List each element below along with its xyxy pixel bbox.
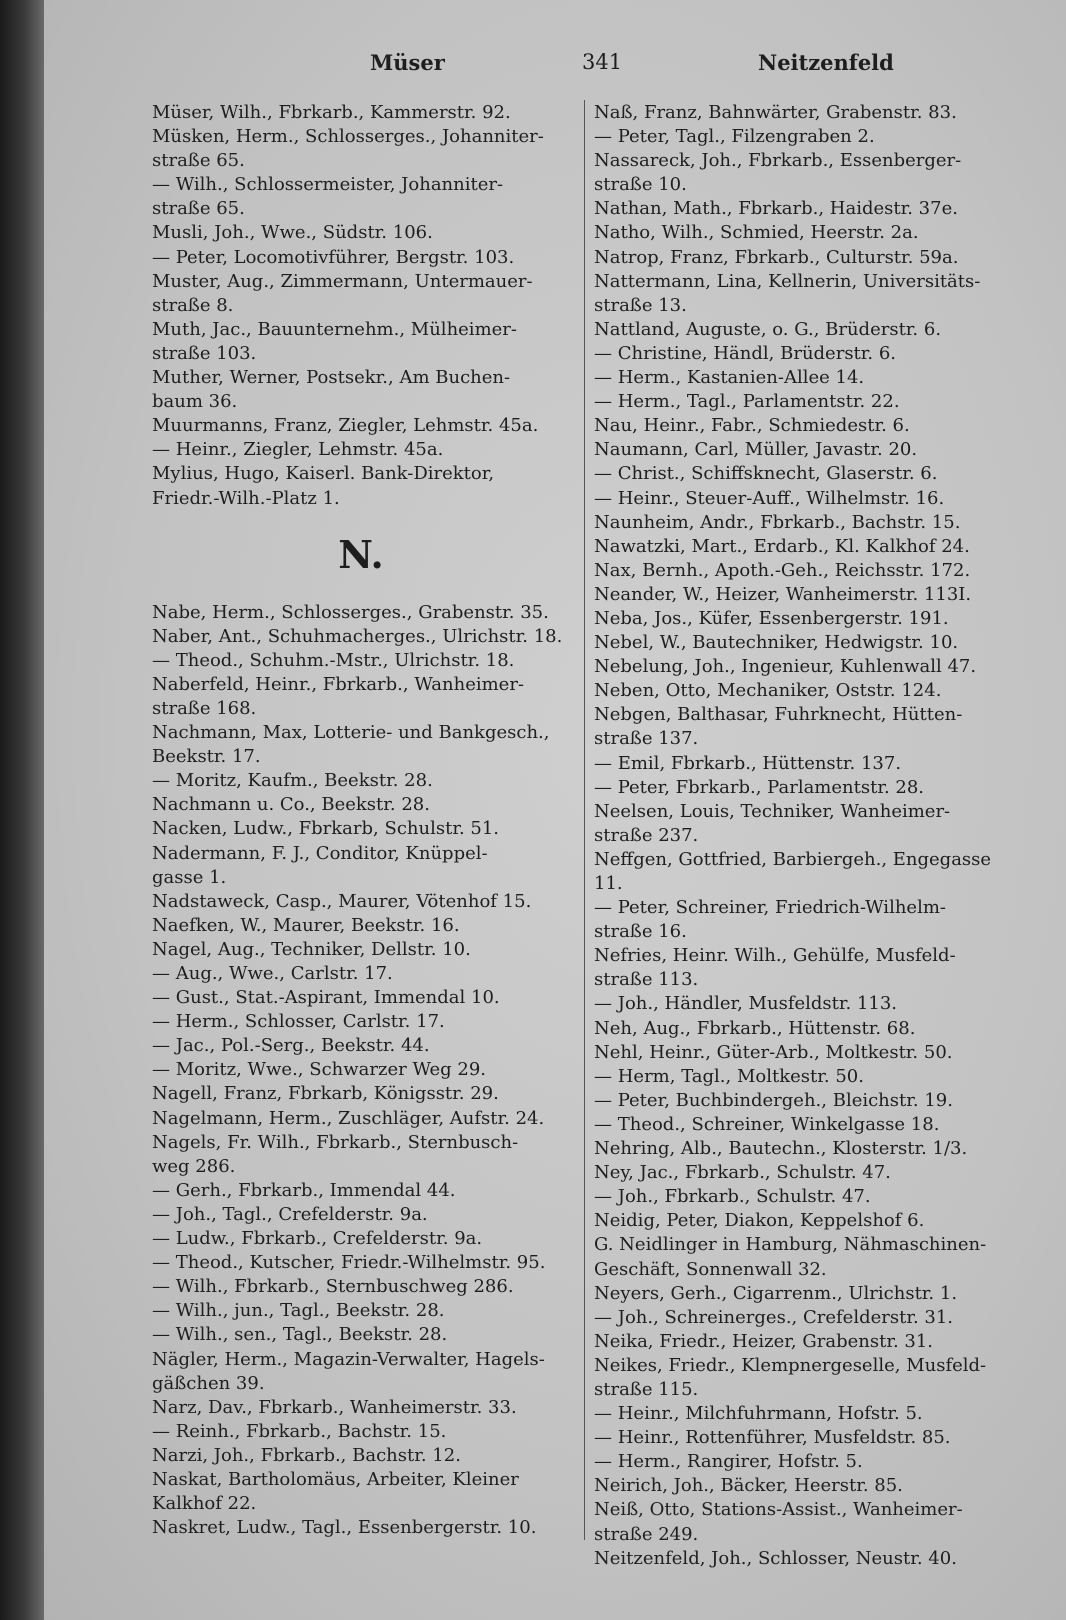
directory-line: Nabe, Herm., Schlosserges., Grabenstr. 35.: [152, 601, 549, 623]
directory-line: Nadermann, F. J., Conditor, Knüppel-: [152, 842, 488, 864]
directory-line: straße 16.: [594, 921, 687, 943]
directory-line: — Christine, Händl, Brüderstr. 6.: [594, 342, 897, 364]
directory-line: straße 65.: [152, 198, 245, 220]
directory-line: Muurmanns, Franz, Ziegler, Lehmstr. 45a.: [152, 415, 539, 437]
directory-line: baum 36.: [152, 391, 238, 413]
left-entries-m: [152, 101, 570, 511]
directory-line: Neander, W., Heizer, Wanheimerstr. 113I.: [594, 583, 972, 605]
directory-line: weg 286.: [152, 1155, 236, 1177]
directory-line: — Peter, Locomotivführer, Bergstr. 103.: [152, 246, 515, 268]
directory-line: Naskat, Bartholomäus, Arbeiter, Kleiner: [152, 1468, 519, 1490]
section-letter-n: N.: [338, 531, 384, 577]
directory-line: Nax, Bernh., Apoth.-Geh., Reichsstr. 172.: [594, 559, 971, 581]
directory-line: — Heinr., Ziegler, Lehmstr. 45a.: [152, 439, 444, 461]
directory-line: — Herm., Schlosser, Carlstr. 17.: [152, 1011, 445, 1033]
directory-line: — Herm., Kastanien-Allee 14.: [594, 367, 865, 389]
directory-line: Nagelmann, Herm., Zuschläger, Aufstr. 24.: [152, 1107, 545, 1129]
directory-line: — Heinr., Milchfuhrmann, Hofstr. 5.: [594, 1403, 923, 1425]
directory-line: Nagell, Franz, Fbrkarb, Königsstr. 29.: [152, 1083, 499, 1105]
directory-line: — Joh., Tagl., Crefelderstr. 9a.: [152, 1203, 428, 1225]
directory-line: Neyers, Gerh., Cigarrenm., Ulrichstr. 1.: [594, 1282, 958, 1304]
directory-line: Natho, Wilh., Schmied, Heerstr. 2a.: [594, 222, 919, 244]
directory-line: — Heinr., Steuer-Auff., Wilhelmstr. 16.: [594, 487, 945, 509]
directory-line: — Peter, Tagl., Filzengraben 2.: [594, 126, 875, 148]
directory-line: Friedr.-Wilh.-Platz 1.: [152, 487, 340, 509]
directory-line: Nebelung, Joh., Ingenieur, Kuhlenwall 47.: [594, 656, 977, 678]
directory-line: — Herm., Rangirer, Hofstr. 5.: [594, 1451, 863, 1473]
directory-line: — Peter, Buchbindergeh., Bleichstr. 19.: [594, 1089, 953, 1111]
directory-line: Neikes, Friedr., Klempnergeselle, Musfeld-: [594, 1354, 987, 1376]
directory-line: — Herm, Tagl., Moltkestr. 50.: [594, 1065, 864, 1087]
directory-line: gäßchen 39.: [152, 1372, 265, 1394]
directory-line: Nehring, Alb., Bautechn., Klosterstr. 1/3.: [594, 1138, 968, 1160]
directory-line: — Joh., Fbrkarb., Schulstr. 47.: [594, 1186, 871, 1208]
directory-line: — Reinh., Fbrkarb., Bachstr. 15.: [152, 1420, 447, 1442]
directory-line: — Peter, Schreiner, Friedrich-Wilhelm-: [594, 897, 946, 919]
left-entries-n: [152, 601, 570, 1541]
directory-line: — Joh., Schreinerges., Crefelderstr. 31.: [594, 1306, 954, 1328]
directory-line: Nattermann, Lina, Kellnerin, Universitäts-: [594, 270, 981, 292]
directory-line: Nebgen, Balthasar, Fuhrknecht, Hütten-: [594, 704, 963, 726]
directory-line: — Moritz, Kaufm., Beekstr. 28.: [152, 770, 433, 792]
directory-line: Nagel, Aug., Techniker, Dellstr. 10.: [152, 938, 471, 960]
directory-line: Nefries, Heinr. Wilh., Gehülfe, Musfeld-: [594, 945, 956, 967]
directory-line: — Emil, Fbrkarb., Hüttenstr. 137.: [594, 752, 902, 774]
directory-line: — Herm., Tagl., Parlamentstr. 22.: [594, 391, 900, 413]
directory-line: Narzi, Joh., Fbrkarb., Bachstr. 12.: [152, 1444, 461, 1466]
directory-line: Kalkhof 22.: [152, 1493, 257, 1515]
directory-line: — Christ., Schiffsknecht, Glaserstr. 6.: [594, 463, 938, 485]
directory-line: — Heinr., Rottenführer, Musfeldstr. 85.: [594, 1427, 951, 1449]
page-header: [44, 50, 1066, 82]
directory-line: Nägler, Herm., Magazin-Verwalter, Hagels-: [152, 1348, 545, 1370]
directory-line: Nawatzki, Mart., Erdarb., Kl. Kalkhof 24.: [594, 535, 970, 557]
directory-line: — Jac., Pol.-Serg., Beekstr. 44.: [152, 1035, 430, 1057]
directory-line: straße 115.: [594, 1378, 699, 1400]
directory-line: Nau, Heinr., Fabr., Schmiedestr. 6.: [594, 415, 910, 437]
directory-line: Neirich, Joh., Bäcker, Heerstr. 85.: [594, 1475, 903, 1497]
directory-page: [44, 0, 1066, 1620]
directory-line: Naumann, Carl, Müller, Javastr. 20.: [594, 439, 918, 461]
book-spine-shadow: [0, 0, 44, 1620]
directory-line: Neben, Otto, Mechaniker, Oststr. 124.: [594, 680, 942, 702]
directory-line: — Peter, Fbrkarb., Parlamentstr. 28.: [594, 776, 925, 798]
directory-line: Naber, Ant., Schuhmacherges., Ulrichstr. 18.: [152, 625, 563, 647]
directory-line: straße 65.: [152, 150, 245, 172]
directory-line: straße 137.: [594, 728, 699, 750]
directory-line: straße 237.: [594, 824, 699, 846]
directory-line: Neitzenfeld, Joh., Schlosser, Neustr. 40.: [594, 1547, 957, 1569]
directory-line: Naskret, Ludw., Tagl., Essenbergerstr. 10.: [152, 1517, 537, 1539]
directory-line: Neiß, Otto, Stations-Assist., Wanheimer-: [594, 1499, 963, 1521]
header-right-keyword: Neitzenfeld: [758, 50, 894, 75]
directory-line: Beekstr. 17.: [152, 746, 261, 768]
directory-line: gasse 1.: [152, 866, 227, 888]
directory-line: Neidig, Peter, Diakon, Keppelshof 6.: [594, 1210, 925, 1232]
directory-line: Mylius, Hugo, Kaiserl. Bank-Direktor,: [152, 463, 495, 485]
directory-line: straße 10.: [594, 174, 687, 196]
directory-line: Neelsen, Louis, Techniker, Wanheimer-: [594, 800, 951, 822]
directory-line: Neh, Aug., Fbrkarb., Hüttenstr. 68.: [594, 1017, 916, 1039]
directory-line: Neika, Friedr., Heizer, Grabenstr. 31.: [594, 1330, 934, 1352]
directory-line: Naß, Franz, Bahnwärter, Grabenstr. 83.: [594, 102, 957, 123]
header-left-keyword: Müser: [370, 50, 445, 75]
directory-line: — Theod., Schreiner, Winkelgasse 18.: [594, 1113, 940, 1135]
directory-line: Nassareck, Joh., Fbrkarb., Essenberger-: [594, 150, 962, 172]
directory-line: Neba, Jos., Küfer, Essenbergerstr. 191.: [594, 607, 949, 629]
directory-line: — Theod., Schuhm.-Mstr., Ulrichstr. 18.: [152, 649, 515, 671]
directory-line: Nagels, Fr. Wilh., Fbrkarb., Sternbusch-: [152, 1131, 519, 1153]
directory-line: straße 249.: [594, 1523, 699, 1545]
right-column: [594, 101, 1012, 1571]
directory-line: Nadstaweck, Casp., Maurer, Vötenhof 15.: [152, 890, 532, 912]
directory-line: Nachmann u. Co., Beekstr. 28.: [152, 794, 430, 816]
directory-line: Muther, Werner, Postsekr., Am Buchen-: [152, 367, 511, 389]
directory-line: — Gerh., Fbrkarb., Immendal 44.: [152, 1179, 456, 1201]
left-column: [152, 101, 570, 1540]
directory-line: straße 8.: [152, 294, 234, 316]
directory-line: — Joh., Händler, Musfeldstr. 113.: [594, 993, 898, 1015]
directory-line: Muth, Jac., Bauunternehm., Mülheimer-: [152, 318, 517, 340]
directory-line: straße 113.: [594, 969, 699, 991]
directory-line: — Wilh., Schlossermeister, Johanniter-: [152, 174, 504, 196]
directory-line: Nebel, W., Bautechniker, Hedwigstr. 10.: [594, 632, 959, 654]
directory-line: Ney, Jac., Fbrkarb., Schulstr. 47.: [594, 1162, 891, 1184]
directory-line: — Aug., Wwe., Carlstr. 17.: [152, 963, 393, 984]
directory-line: Naunheim, Andr., Fbrkarb., Bachstr. 15.: [594, 511, 961, 533]
directory-line: straße 168.: [152, 697, 257, 719]
directory-line: Nachmann, Max, Lotterie- und Bankgesch.,: [152, 722, 550, 744]
directory-line: Nathan, Math., Fbrkarb., Haidestr. 37e.: [594, 198, 958, 220]
directory-line: Müser, Wilh., Fbrkarb., Kammerstr. 92.: [152, 102, 511, 123]
directory-line: — Ludw., Fbrkarb., Crefelderstr. 9a.: [152, 1228, 483, 1250]
directory-line: — Wilh., Fbrkarb., Sternbuschweg 286.: [152, 1276, 514, 1298]
directory-line: G. Neidlinger in Hamburg, Nähmaschinen-: [594, 1234, 987, 1256]
directory-line: Nehl, Heinr., Güter-Arb., Moltkestr. 50.: [594, 1041, 953, 1063]
directory-line: — Wilh., jun., Tagl., Beekstr. 28.: [152, 1300, 445, 1322]
directory-line: — Wilh., sen., Tagl., Beekstr. 28.: [152, 1324, 448, 1346]
directory-line: — Moritz, Wwe., Schwarzer Weg 29.: [152, 1059, 487, 1081]
directory-line: straße 103.: [152, 342, 257, 364]
directory-line: Natrop, Franz, Fbrkarb., Culturstr. 59a.: [594, 246, 959, 268]
directory-line: Naberfeld, Heinr., Fbrkarb., Wanheimer-: [152, 673, 525, 695]
directory-line: Nattland, Auguste, o. G., Brüderstr. 6.: [594, 318, 942, 340]
right-entries: [594, 101, 1012, 1571]
directory-line: — Gust., Stat.-Aspirant, Immendal 10.: [152, 987, 500, 1009]
directory-line: Müsken, Herm., Schlosserges., Johanniter-: [152, 126, 544, 148]
directory-line: Musli, Joh., Wwe., Südstr. 106.: [152, 222, 433, 244]
directory-line: Muster, Aug., Zimmermann, Untermauer-: [152, 270, 533, 292]
directory-line: Nacken, Ludw., Fbrkarb, Schulstr. 51.: [152, 818, 500, 840]
page-number: 341: [582, 50, 623, 74]
directory-line: Geschäft, Sonnenwall 32.: [594, 1258, 827, 1280]
directory-line: Naefken, W., Maurer, Beekstr. 16.: [152, 914, 460, 936]
directory-line: Narz, Dav., Fbrkarb., Wanheimerstr. 33.: [152, 1396, 517, 1418]
directory-line: straße 13.: [594, 294, 687, 316]
column-divider: [584, 100, 585, 1540]
directory-line: — Theod., Kutscher, Friedr.-Wilhelmstr. 95.: [152, 1252, 546, 1274]
directory-line: Neffgen, Gottfried, Barbiergeh., Engegasse 11.: [594, 848, 992, 894]
